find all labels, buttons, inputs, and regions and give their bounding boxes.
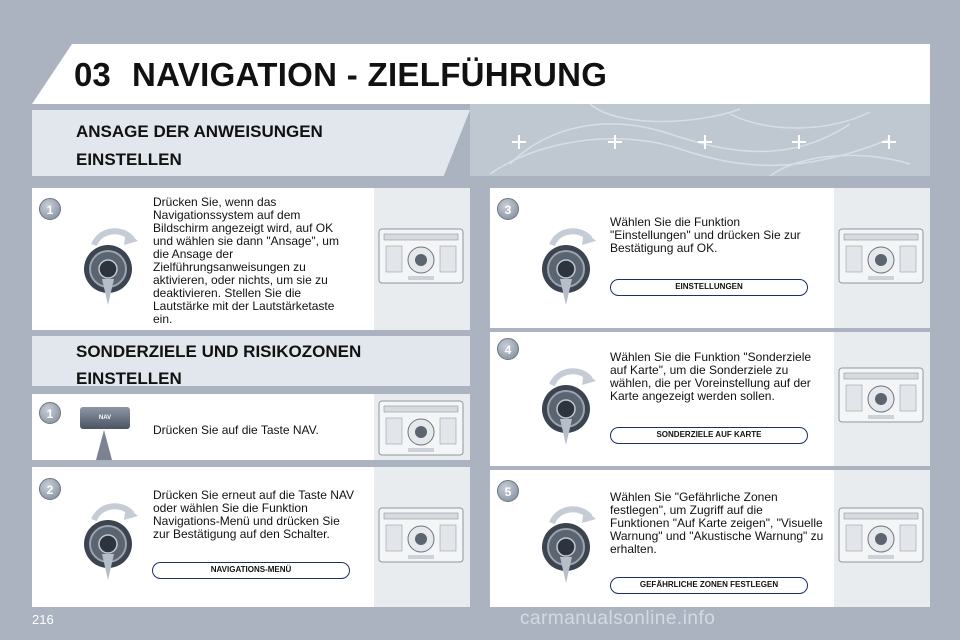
step-badge: 4	[497, 338, 519, 360]
nav-button-label: NAV	[98, 415, 112, 421]
head-unit-illustration	[378, 228, 464, 289]
watermark: carmanualsonline.info	[520, 608, 716, 629]
step-text: Wählen Sie "Gefährliche Zonen festlegen", um Zugriff auf die Funktionen "Auf Karte zeigen", "Visuelle Warnung" und "Akustische Warnung" zu erhalten.	[610, 490, 824, 556]
section-title-line: ANSAGE DER ANWEISUNGEN	[76, 122, 323, 141]
step-text: Drücken Sie erneut auf die Taste NAV oder wählen Sie die Funktion Navigations-Menü und drücken Sie zur Bestätigung auf den Schalter.	[153, 488, 354, 541]
head-unit-illustration	[838, 507, 924, 568]
head-unit-illustration	[838, 367, 924, 428]
chapter-number: 03	[74, 56, 111, 93]
head-unit-illustration	[378, 507, 464, 568]
head-unit-illustration	[838, 228, 924, 289]
section-title-announce	[76, 120, 323, 171]
rotary-knob-icon	[72, 500, 142, 585]
head-unit-illustration	[378, 400, 464, 461]
step-badge: 3	[497, 198, 519, 220]
step-badge: 1	[39, 198, 61, 220]
step-text: Wählen Sie die Funktion "Einstellungen" und drücken Sie zur Bestätigung auf OK.	[610, 215, 801, 255]
step-badge: 5	[497, 480, 519, 502]
page-title: NAVIGATION - ZIELFÜHRUNG	[132, 56, 608, 93]
rotary-knob-icon	[72, 225, 142, 310]
step-text: Drücken Sie auf die Taste NAV.	[153, 423, 319, 437]
press-arrow-icon	[96, 430, 112, 460]
header-corner	[32, 44, 72, 104]
section-title-line: EINSTELLEN	[76, 150, 182, 169]
section-title-line: EINSTELLEN	[76, 369, 182, 388]
step-text: Wählen Sie die Funktion "Sonderziele auf Karte", um die Sonderziele zu wählen, die per Voreinstellung auf der Karte angezeigt werden sollen.	[610, 350, 812, 403]
rotary-knob-icon	[530, 365, 600, 450]
section-title-poi	[76, 340, 361, 390]
menu-pill: EINSTELLUNGEN	[610, 279, 808, 296]
topographic-decoration	[470, 104, 930, 176]
section-title-line: SONDERZIELE UND RISIKOZONEN	[76, 342, 362, 361]
rotary-knob-icon	[530, 503, 600, 588]
step-badge: 2	[39, 478, 61, 500]
menu-pill: SONDERZIELE AUF KARTE	[610, 427, 808, 444]
page-number: 216	[32, 612, 54, 627]
nav-button	[80, 407, 130, 429]
menu-pill: NAVIGATIONS-MENÜ	[152, 562, 350, 579]
step-badge: 1	[39, 402, 61, 424]
menu-pill: GEFÄHRLICHE ZONEN FESTLEGEN	[610, 577, 808, 594]
rotary-knob-icon	[530, 225, 600, 310]
step-text: Drücken Sie, wenn das Navigationssystem auf dem Bildschirm angezeigt wird, auf OK und wählen sie dann "Ansage", um die Ansage der Zielführungsanweisungen zu aktivieren, oder nichts, um sie zu deaktivieren. Stellen Sie die Lautstärke mit der Lautstärketaste ein.	[153, 195, 339, 326]
